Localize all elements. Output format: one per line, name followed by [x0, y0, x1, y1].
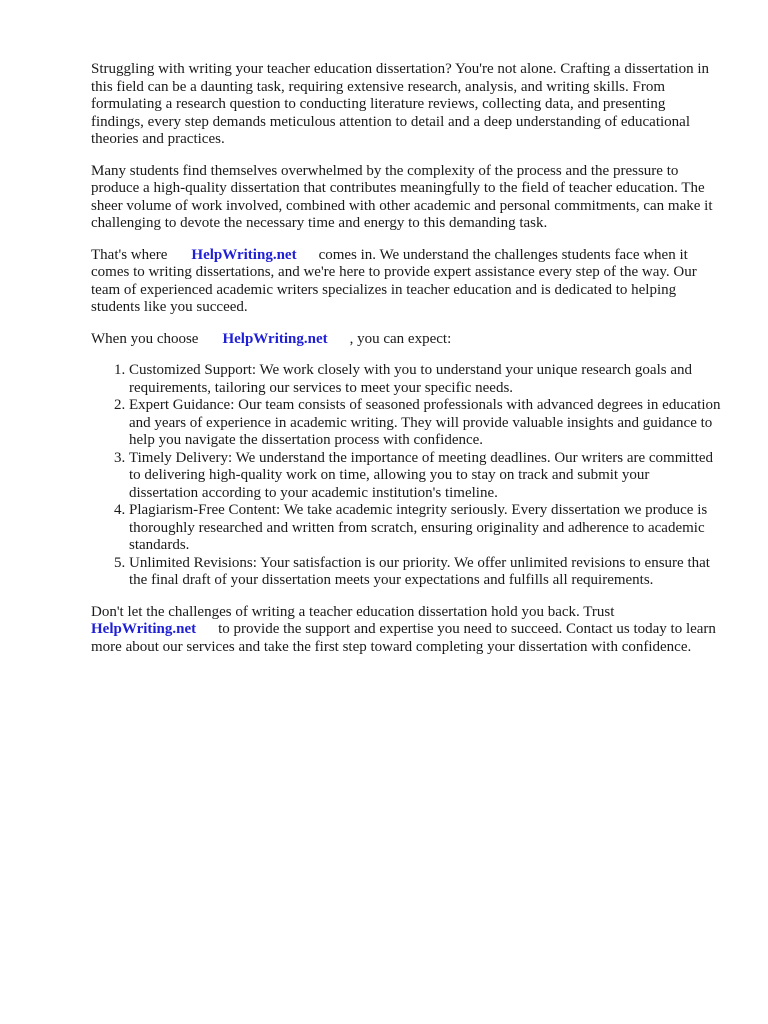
expect-paragraph-lead: When you choose [91, 330, 199, 347]
benefits-list [91, 362, 721, 590]
document-page [91, 61, 721, 670]
list-item: 2. Expert Guidance: Our team consists of seasoned professionals with advanced degrees in education and years of experience in academic writing. They will provide valuable insights and guidance to help you navigate the dissertation process with confidence. [129, 397, 721, 450]
helpwriting-link-1[interactable]: HelpWriting.net [191, 246, 297, 263]
intro-paragraph: Struggling with writing your teacher education dissertation? You're not alone. Crafting a dissertation in this field can be a daunting task, requiring extensive research, analysis, and writing skills. From formulating a research question to conducting literature reviews, collecting data, and presenting findings, every step demands meticulous attention to detail and a deep understanding of educational theories and practices. [91, 61, 709, 147]
expect-paragraph-rest: , you can expect: [349, 330, 452, 347]
list-item: 3. Timely Delivery: We understand the importance of meeting deadlines. Our writers are committed to delivering high-quality work on time, allowing you to stay on track and submit your dissertation according to your academic institution's timeline. [129, 450, 721, 503]
closing-paragraph-lead: Don't let the challenges of writing a teacher education dissertation hold you back. Trust [91, 603, 615, 620]
closing-paragraph [91, 604, 721, 657]
list-item: 5. Unlimited Revisions: Your satisfaction is our priority. We offer unlimited revisions to ensure that the final draft of your dissertation meets your expectations and fulfills all requirements. [129, 555, 721, 590]
expect-paragraph [91, 331, 721, 349]
service-paragraph-rest: comes in. We understand the challenges students face when it comes to writing dissertations, and we're here to provide expert assistance every step of the way. Our team of experienced academic writers specializes in teacher education and is dedicated to helping students like you succeed. [91, 246, 697, 315]
helpwriting-link-2[interactable]: HelpWriting.net [222, 330, 328, 347]
challenge-paragraph: Many students find themselves overwhelmed by the complexity of the process and the pressure to produce a high-quality dissertation that contributes meaningfully to the field of teacher education. The sheer volume of work involved, combined with other academic and personal commitments, can make it challenging to devote the necessary time and energy to this demanding task. [91, 162, 713, 231]
list-item: 1. Customized Support: We work closely with you to understand your unique research goals and requirements, tailoring our services to meet your specific needs. [129, 362, 721, 397]
service-paragraph-lead: That's where [91, 246, 168, 263]
service-paragraph [91, 247, 721, 317]
list-item: 4. Plagiarism-Free Content: We take academic integrity seriously. Every dissertation we produce is thoroughly researched and written from scratch, ensuring originality and adherence to academic standards. [129, 502, 721, 555]
closing-paragraph-rest: to provide the support and expertise you need to succeed. Contact us today to learn more about our services and take the first step toward completing your dissertation with confidence. [91, 621, 716, 655]
helpwriting-link-3[interactable]: HelpWriting.net [91, 621, 197, 637]
